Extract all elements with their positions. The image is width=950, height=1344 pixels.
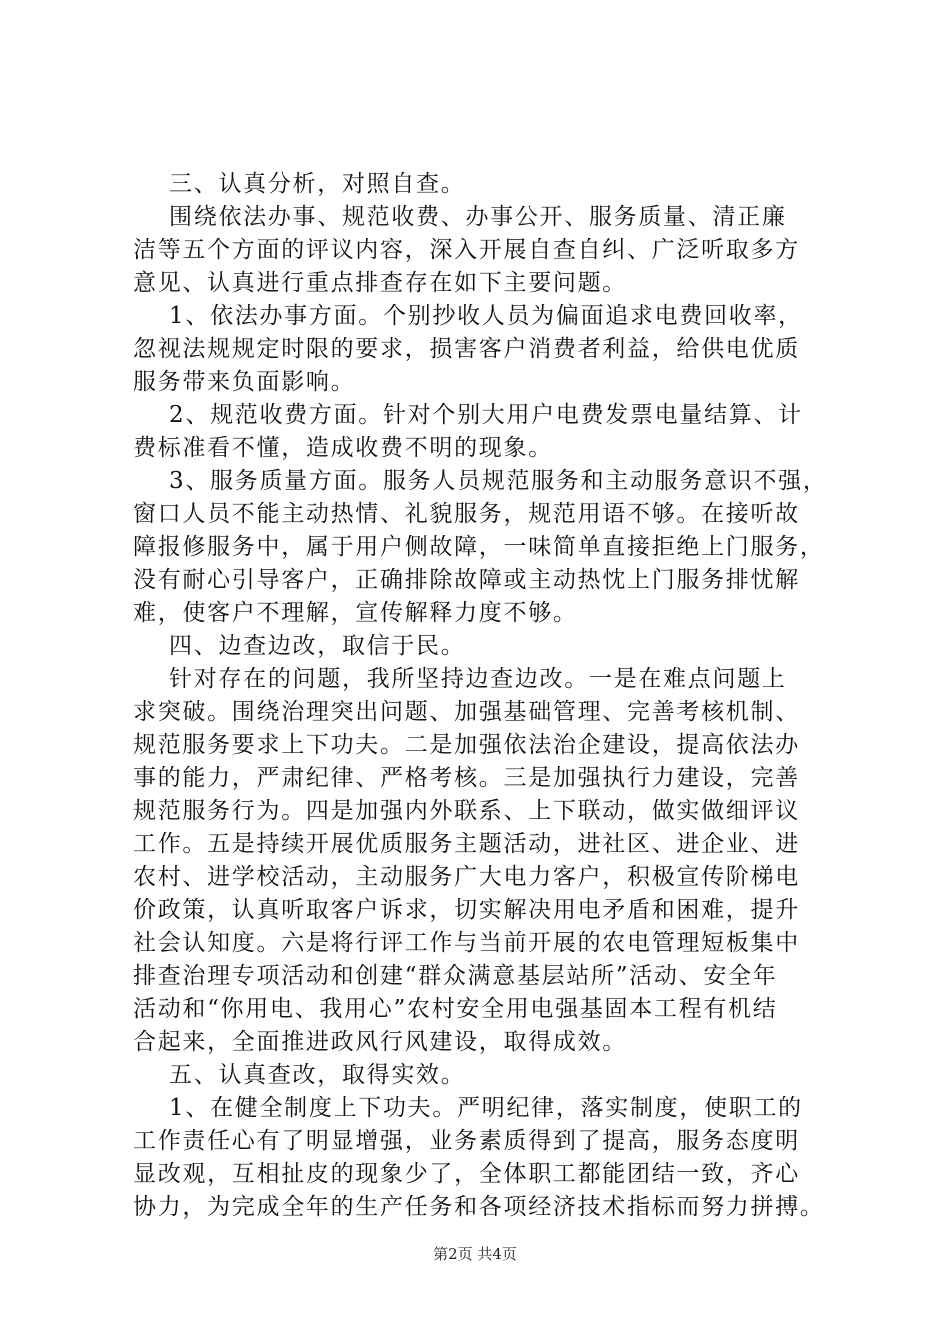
text-line: 规范服务要求上下功夫。二是加强依法治企建设，提高依法办 — [133, 732, 800, 758]
text-line: 2、规范收费方面。针对个别大用户电费发票电量结算、计 — [133, 402, 803, 428]
text-line: 求突破。围绕治理突出问题、加强基础管理、完善考核机制、 — [133, 699, 800, 725]
text-line: 针对存在的问题，我所坚持边查边改。一是在难点问题上 — [133, 666, 787, 692]
text-line: 忽视法规规定时限的要求，损害客户消费者利益，给供电优质 — [133, 336, 800, 362]
text-line: 1、在健全制度上下功夫。严明纪律，落实制度，使职工的 — [133, 1095, 803, 1121]
text-line: 服务带来负面影响。 — [133, 369, 356, 395]
text-line: 没有耐心引导客户，正确排除故障或主动热忱上门服务排忧解 — [133, 567, 800, 593]
text-line: 事的能力，严肃纪律、严格考核。三是加强执行力建设，完善 — [133, 765, 800, 791]
text-line: 价政策，认真听取客户诉求，切实解决用电矛盾和困难，提升 — [133, 897, 800, 923]
text-line: 显改观，互相扯皮的现象少了，全体职工都能团结一致，齐心 — [133, 1161, 800, 1187]
text-line: 难，使客户不理解，宣传解释力度不够。 — [133, 600, 578, 626]
text-line: 排查治理专项活动和创建“群众满意基层站所”活动、安全年 — [133, 963, 778, 989]
text-line: 围绕依法办事、规范收费、办事公开、服务质量、清正廉 — [133, 204, 787, 230]
text-line: 五、认真查改，取得实效。 — [133, 1062, 466, 1088]
text-line: 农村、进学校活动，主动服务广大电力客户，积极宣传阶梯电 — [133, 864, 800, 890]
text-line: 三、认真分析，对照自查。 — [133, 171, 466, 197]
document-body — [133, 168, 833, 1224]
text-line: 规范服务行为。四是加强内外联系、上下联动，做实做细评议 — [133, 798, 800, 824]
text-line: 意见、认真进行重点排查存在如下主要问题。 — [133, 270, 627, 296]
text-line: 协力，为完成全年的生产任务和各项经济技术指标而努力拼搏。 — [133, 1194, 825, 1220]
text-line: 工作。五是持续开展优质服务主题活动，进社区、进企业、进 — [133, 831, 800, 857]
text-line: 窗口人员不能主动热情、礼貌服务，规范用语不够。在接听故 — [133, 501, 800, 527]
text-line: 洁等五个方面的评议内容，深入开展自查自纠、广泛听取多方 — [133, 237, 800, 263]
text-line: 四、边查边改，取信于民。 — [133, 633, 466, 659]
text-line: 活动和“你用电、我用心”农村安全用电强基固本工程有机结 — [133, 996, 778, 1022]
text-line: 费标准看不懂，造成收费不明的现象。 — [133, 435, 553, 461]
text-line: 1、依法办事方面。个别抄收人员为偏面追求电费回收率， — [133, 303, 803, 329]
text-line: 障报修服务中，属于用户侧故障，一味简单直接拒绝上门服务， — [133, 534, 825, 560]
page-number: 第2页 共4页 — [433, 1245, 517, 1263]
text-line: 3、服务质量方面。服务人员规范服务和主动服务意识不强， — [133, 468, 828, 494]
text-line: 社会认知度。六是将行评工作与当前开展的农电管理短板集中 — [133, 930, 800, 956]
text-line: 工作责任心有了明显增强，业务素质得到了提高，服务态度明 — [133, 1128, 800, 1154]
text-line: 合起来，全面推进政风行风建设，取得成效。 — [133, 1029, 627, 1055]
page-footer — [0, 1244, 950, 1264]
